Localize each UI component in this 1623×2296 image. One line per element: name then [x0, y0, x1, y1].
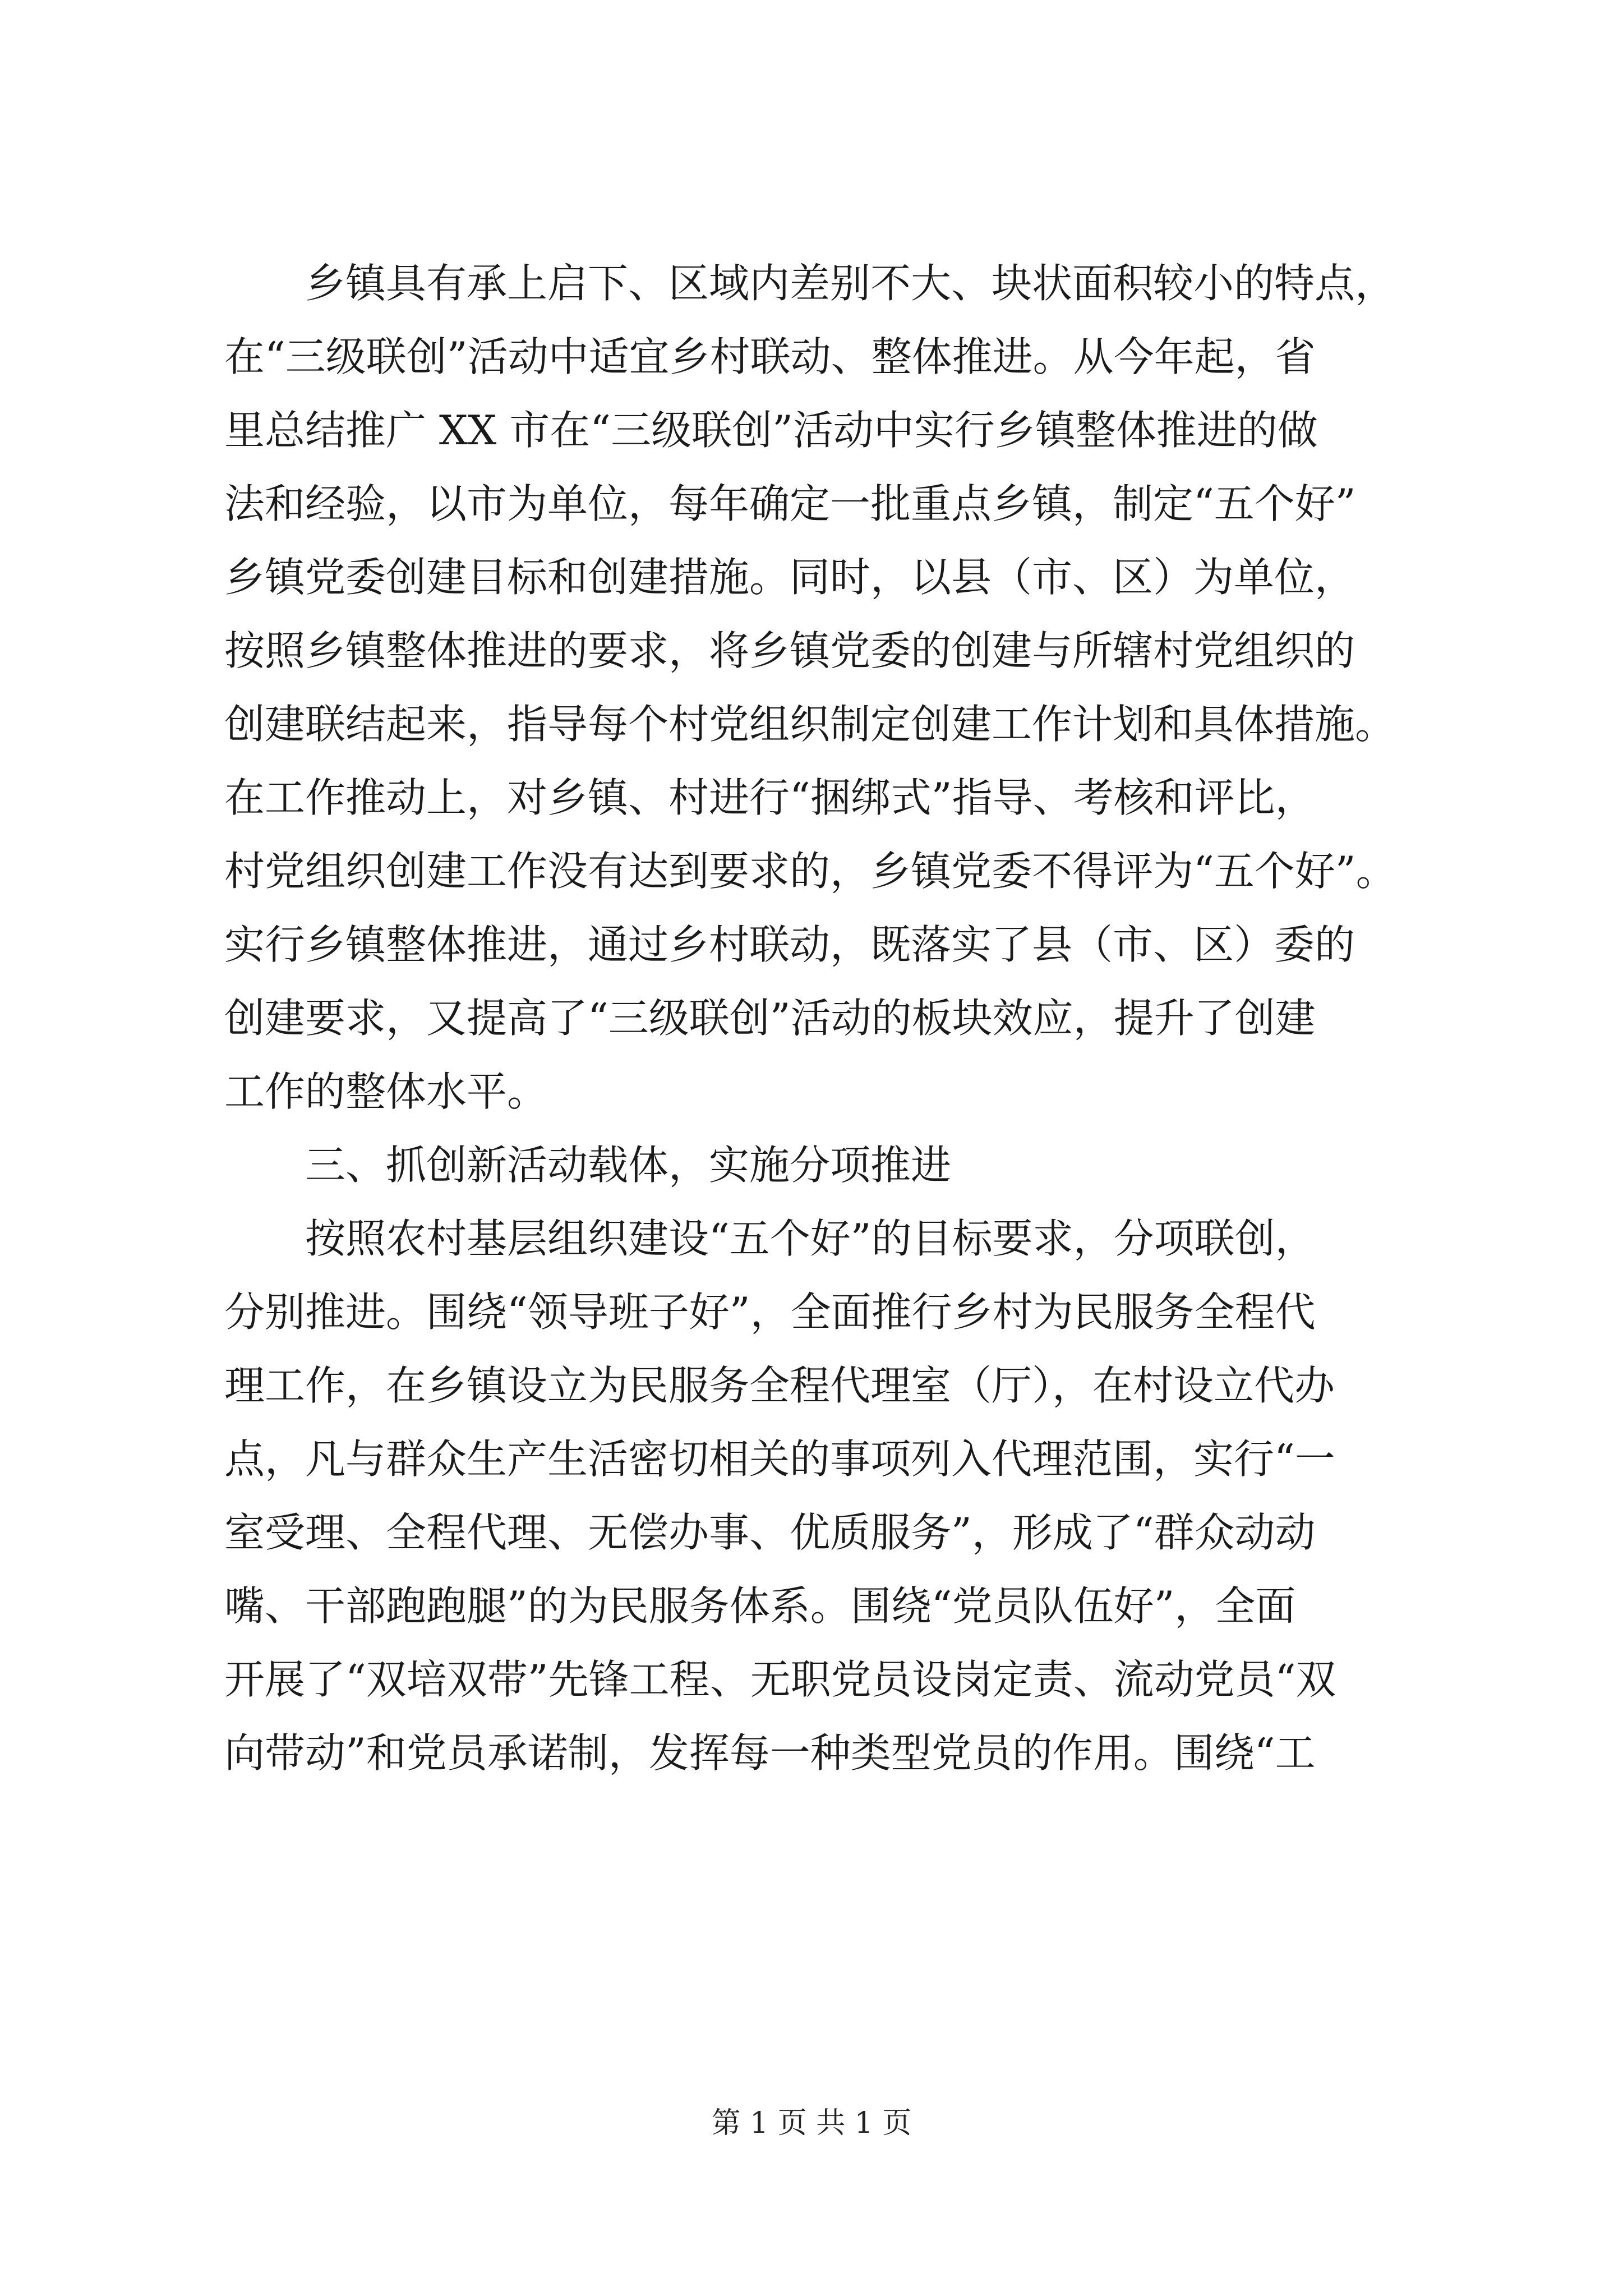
text-line: 按照农村基层组织建设“五个好”的目标要求，分项联创， — [224, 1215, 1316, 1262]
text-line: 创建联结起来，指导每个村党组织制定创建工作计划和具体措施。 — [224, 701, 1396, 748]
text-line: 创建要求，又提高了“三级联创”活动的板块效应，提升了创建 — [224, 995, 1316, 1042]
text-line: 工作的整体水平。 — [224, 1068, 548, 1115]
text-line: 实行乡镇整体推进，通过乡村联动，既落实了县（市、区）委的 — [224, 921, 1355, 968]
text-line: 向带动”和党员承诺制，发挥每一种类型党员的作用。围绕“工 — [224, 1729, 1316, 1777]
text-line: 嘴、干部跑跑腿”的为民服务体系。围绕“党员队伍好”，全面 — [224, 1582, 1296, 1630]
body-text — [224, 247, 1419, 1790]
text-line: 理工作，在乡镇设立为民服务全程代理室（厅），在村设立代办 — [224, 1362, 1335, 1409]
text-line: 在“三级联创”活动中适宜乡村联动、整体推进。从今年起，省 — [224, 333, 1316, 380]
page-number-label: 第 1 页 共 1 页 — [711, 2106, 912, 2140]
text-line: 按照乡镇整体推进的要求，将乡镇党委的创建与所辖村党组织的 — [224, 627, 1355, 674]
text-line: 法和经验，以市为单位，每年确定一批重点乡镇，制定“五个好” — [224, 480, 1356, 527]
text-line: 室受理、全程代理、无偿办事、优质服务”，形成了“群众动动 — [224, 1509, 1316, 1556]
text-line: 在工作推动上，对乡镇、村进行“捆绑式”指导、考核和评比， — [224, 774, 1316, 821]
text-line: 乡镇党委创建目标和创建措施。同时，以县（市、区）为单位， — [224, 554, 1355, 601]
text-line: 村党组织创建工作没有达到要求的，乡镇党委不得评为“五个好”。 — [224, 848, 1396, 895]
text-line: 分别推进。围绕“领导班子好”，全面推行乡村为民服务全程代 — [224, 1289, 1316, 1336]
page-footer — [0, 2101, 1623, 2146]
text-line: 里总结推广 XX 市在“三级联创”活动中实行乡镇整体推进的做 — [224, 407, 1318, 454]
text-line: 乡镇具有承上启下、区域内差别不大、块状面积较小的特点， — [224, 260, 1396, 307]
text-line: 开展了“双培双带”先锋工程、无职党员设岗定责、流动党员“双 — [224, 1656, 1336, 1703]
section-heading: 三、抓创新活动载体，实施分项推进 — [224, 1142, 952, 1189]
text-line: 点，凡与群众生产生活密切相关的事项列入代理范围，实行“一 — [224, 1435, 1335, 1483]
